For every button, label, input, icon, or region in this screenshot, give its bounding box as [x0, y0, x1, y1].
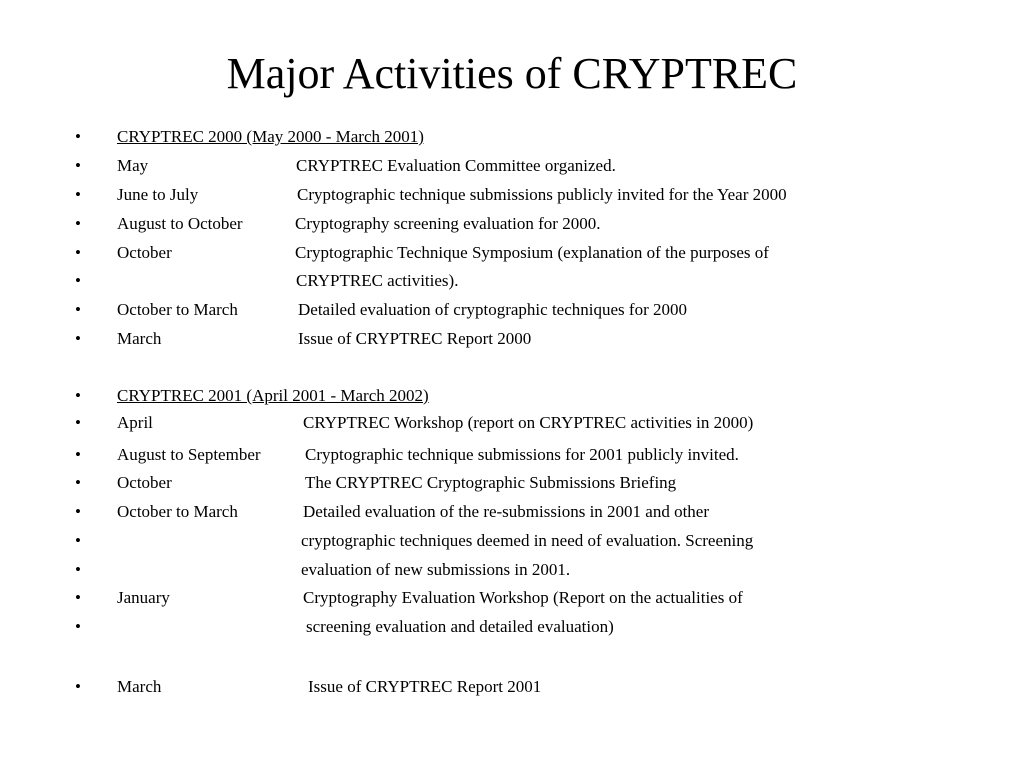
- item-activity: Cryptography screening evaluation for 2000.: [295, 214, 601, 233]
- bullet: •: [75, 617, 81, 636]
- item-activity: Cryptographic technique submissions for 2001 publicly invited.: [305, 445, 739, 464]
- bullet: •: [75, 677, 81, 696]
- item-period: May: [117, 156, 149, 175]
- item-activity: cryptographic techniques deemed in need of evaluation. Screening: [301, 531, 754, 550]
- item-period: March: [117, 677, 162, 696]
- slide-title: Major Activities of CRYPTREC: [226, 49, 798, 98]
- bullet: •: [75, 473, 81, 492]
- item-period: August to September: [117, 445, 261, 464]
- item-period: March: [117, 329, 162, 348]
- item-activity: CRYPTREC Evaluation Committee organized.: [296, 156, 616, 175]
- bullet: •: [75, 214, 81, 233]
- bullet: •: [75, 127, 81, 146]
- item-period: October: [117, 473, 172, 492]
- item-activity: Detailed evaluation of cryptographic techniques for 2000: [298, 300, 687, 319]
- bullet: •: [75, 588, 81, 607]
- bullet: •: [75, 531, 81, 550]
- item-activity: evaluation of new submissions in 2001.: [301, 560, 571, 579]
- item-period: April: [117, 413, 153, 432]
- bullet: •: [75, 560, 81, 579]
- bullet: •: [75, 502, 81, 521]
- item-activity: Issue of CRYPTREC Report 2001: [308, 677, 542, 696]
- item-period: June to July: [117, 185, 199, 204]
- item-period: October to March: [117, 300, 238, 319]
- bullet: •: [75, 445, 81, 464]
- bullet: •: [75, 300, 81, 319]
- item-activity: Issue of CRYPTREC Report 2000: [298, 329, 532, 348]
- bullet: •: [75, 413, 81, 432]
- item-activity: Cryptography Evaluation Workshop (Report on the actualities of: [303, 588, 743, 607]
- section-header: CRYPTREC 2001 (April 2001 - March 2002): [117, 386, 429, 405]
- bullet: •: [75, 156, 81, 175]
- item-activity: Detailed evaluation of the re-submissions in 2001 and other: [303, 502, 710, 521]
- item-period: August to October: [117, 214, 243, 233]
- item-period: January: [117, 588, 170, 607]
- item-activity: screening evaluation and detailed evaluation): [306, 617, 614, 636]
- bullet: •: [75, 329, 81, 348]
- item-activity: Cryptographic technique submissions publicly invited for the Year 2000: [297, 185, 787, 204]
- item-period: October to March: [117, 502, 238, 521]
- item-activity: CRYPTREC activities).: [296, 271, 459, 290]
- item-activity: Cryptographic Technique Symposium (explanation of the purposes of: [295, 243, 769, 262]
- item-period: October: [117, 243, 172, 262]
- item-activity: CRYPTREC Workshop (report on CRYPTREC activities in 2000): [303, 413, 754, 432]
- item-activity: The CRYPTREC Cryptographic Submissions Briefing: [305, 473, 677, 492]
- bullet: •: [75, 271, 81, 290]
- bullet: •: [75, 386, 81, 405]
- bullet: •: [75, 185, 81, 204]
- bullet: •: [75, 243, 81, 262]
- section-header: CRYPTREC 2000 (May 2000 - March 2001): [117, 127, 424, 146]
